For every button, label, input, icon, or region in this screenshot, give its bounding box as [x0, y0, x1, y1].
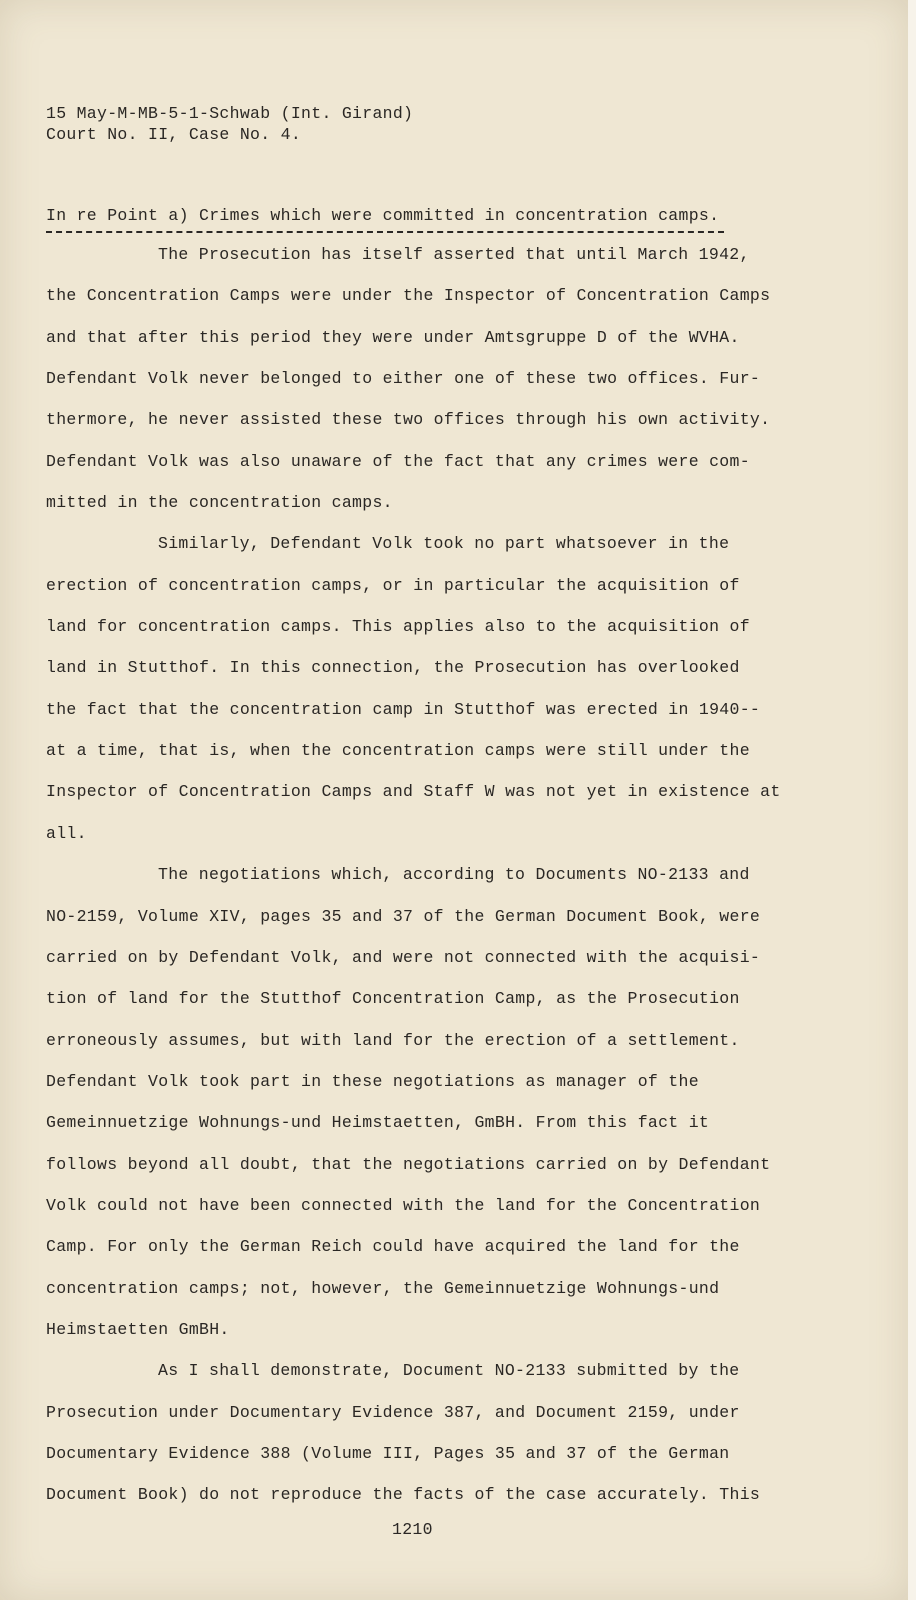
text-line: the fact that the concentration camp in Stutthof was erected in 1940--: [46, 699, 761, 719]
text-line: The negotiations which, according to Documents NO-2133 and: [158, 865, 750, 885]
text-line: The Prosecution has itself asserted that until March 1942,: [158, 245, 750, 264]
text-line: carried on by Defendant Volk, and were not connected with the acquisi-: [46, 947, 761, 967]
text-line: Document Book) do not reproduce the facts of the case accurately. This: [46, 1485, 761, 1505]
text-line: Documentary Evidence 388 (Volume III, Pages 35 and 37 of the German: [46, 1443, 730, 1463]
header-court-case: Court No. II, Case No. 4.: [46, 125, 302, 144]
text-line: Heimstaetten GmBH.: [46, 1319, 230, 1339]
text-line: Defendant Volk was also unaware of the fact that any crimes were com-: [46, 451, 750, 471]
text-line: Camp. For only the German Reich could have acquired the land for the: [46, 1237, 740, 1257]
page-edge: [908, 0, 916, 1600]
page-number: 1210: [392, 1520, 433, 1539]
text-line: Inspector of Concentration Camps and Staff W was not yet in existence at: [46, 782, 781, 802]
text-line: Volk could not have been connected with the land for the Concentration: [46, 1195, 761, 1215]
text-line: Gemeinnuetzige Wohnungs-und Heimstaetten, GmBH. From this fact it: [46, 1113, 710, 1133]
text-line: Defendant Volk never belonged to either one of these two offices. Fur-: [46, 369, 761, 389]
body-text: [46, 244, 781, 1526]
text-line: at a time, that is, when the concentration camps were still under the: [46, 741, 750, 761]
text-line: follows beyond all doubt, that the negotiations carried on by Defendant: [46, 1154, 771, 1174]
text-line: thermore, he never assisted these two offices through his own activity.: [46, 410, 771, 430]
text-line: tion of land for the Stutthof Concentration Camp, as the Prosecution: [46, 989, 740, 1009]
text-line: land for concentration camps. This applies also to the acquisition of: [46, 617, 750, 637]
text-line: and that after this period they were under Amtsgruppe D of the WVHA.: [46, 327, 740, 347]
text-line: Defendant Volk took part in these negotiations as manager of the: [46, 1071, 699, 1091]
text-line: Prosecution under Documentary Evidence 387, and Document 2159, under: [46, 1402, 740, 1422]
text-line: erroneously assumes, but with land for the erection of a settlement.: [46, 1030, 740, 1050]
header-reference: 15 May-M-MB-5-1-Schwab (Int. Girand): [46, 104, 414, 123]
text-line: land in Stutthof. In this connection, the Prosecution has overlooked: [46, 658, 740, 678]
text-line: As I shall demonstrate, Document NO-2133 submitted by the: [158, 1361, 740, 1381]
section-heading: In re Point a) Crimes which were committed in concentration camps.: [46, 206, 720, 225]
text-line: concentration camps; not, however, the Gemeinnuetzige Wohnungs-und: [46, 1278, 720, 1298]
heading-underline: [46, 231, 724, 233]
text-line: erection of concentration camps, or in particular the acquisition of: [46, 575, 740, 595]
text-line: all.: [46, 823, 87, 843]
text-line: Similarly, Defendant Volk took no part whatsoever in the: [158, 534, 730, 554]
text-line: the Concentration Camps were under the Inspector of Concentration Camps: [46, 286, 771, 306]
text-line: mitted in the concentration camps.: [46, 493, 393, 513]
text-line: NO-2159, Volume XIV, pages 35 and 37 of the German Document Book, were: [46, 906, 761, 926]
